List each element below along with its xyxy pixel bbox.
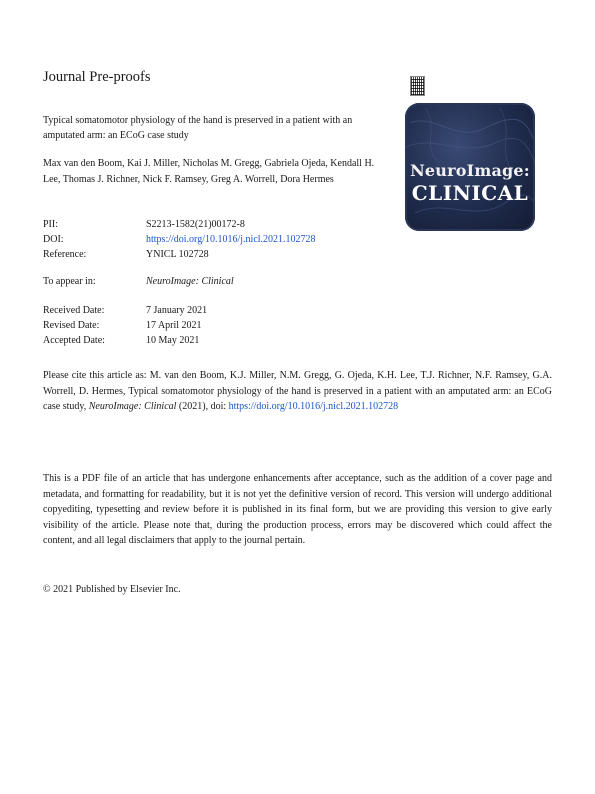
revised-label: Revised Date:: [43, 320, 100, 331]
received-label: Received Date:: [43, 305, 105, 316]
citation-paragraph: [43, 368, 552, 415]
citation-doi-link[interactable]: https://doi.org/10.1016/j.nicl.2021.102728: [228, 401, 399, 413]
reference-label: Reference:: [43, 249, 87, 260]
accepted-label: Accepted Date:: [43, 335, 105, 346]
pdf-notice: This is a PDF file of an article that has undergone enhancements after acceptance, such as the addition of a cover page and metadata, and formatting for readability, but it is not yet the definitive version of record. This version will undergo additional copyediting, typesetting and review before it is published in its final form, but we are providing this version to give early visibility of the article. Please note that, during the production process, errors may be discovered which could affect the content, and all legal disclaimers that apply to the journal pertain.: [43, 473, 552, 547]
qr-code-icon: [410, 76, 425, 96]
journal-header: Journal Pre-proofs: [43, 69, 151, 85]
cover-title-line2: CLINICAL: [411, 181, 529, 205]
pii-value: S2213-1582(21)00172-8: [146, 219, 245, 230]
citation-journal: NeuroImage: Clinical: [88, 401, 177, 413]
accepted-value: 10 May 2021: [146, 335, 200, 346]
citation-middle: (2021), doi:: [176, 401, 229, 413]
article-authors: Max van den Boom, Kai J. Miller, Nicholas M. Gregg, Gabriela Ojeda, Kendall H. Lee, Thomas J. Richner, Nick F. Ramsey, Greg A. Worrell, Dora Hermes: [43, 158, 375, 185]
cover-title-line1: NeuroImage:: [410, 161, 530, 180]
pii-label: PII:: [43, 219, 58, 230]
doi-link[interactable]: https://doi.org/10.1016/j.nicl.2021.102728: [146, 234, 316, 245]
citation-text: Please cite this article as: M. van den Boom, K.J. Miller, N.M. Gregg, G. Ojeda, K.H. Lee, T.J. Richner, N.F. Ramsey, G.A. Worrell, D. Hermes, Typical somatomotor physiology of the hand is preserved in a patient with an amputated arm: an ECoG case study,: [43, 370, 552, 413]
article-title: Typical somatomotor physiology of the hand is preserved in a patient with an amputated arm: an ECoG case study: [43, 115, 353, 141]
doi-label: DOI:: [43, 234, 64, 245]
journal-cover: [405, 103, 535, 231]
reference-value: YNICL 102728: [146, 249, 209, 260]
copyright: © 2021 Published by Elsevier Inc.: [43, 584, 181, 595]
revised-value: 17 April 2021: [146, 320, 202, 331]
appear-label: To appear in:: [43, 276, 96, 287]
received-value: 7 January 2021: [146, 305, 208, 316]
appear-value: NeuroImage: Clinical: [146, 276, 234, 287]
